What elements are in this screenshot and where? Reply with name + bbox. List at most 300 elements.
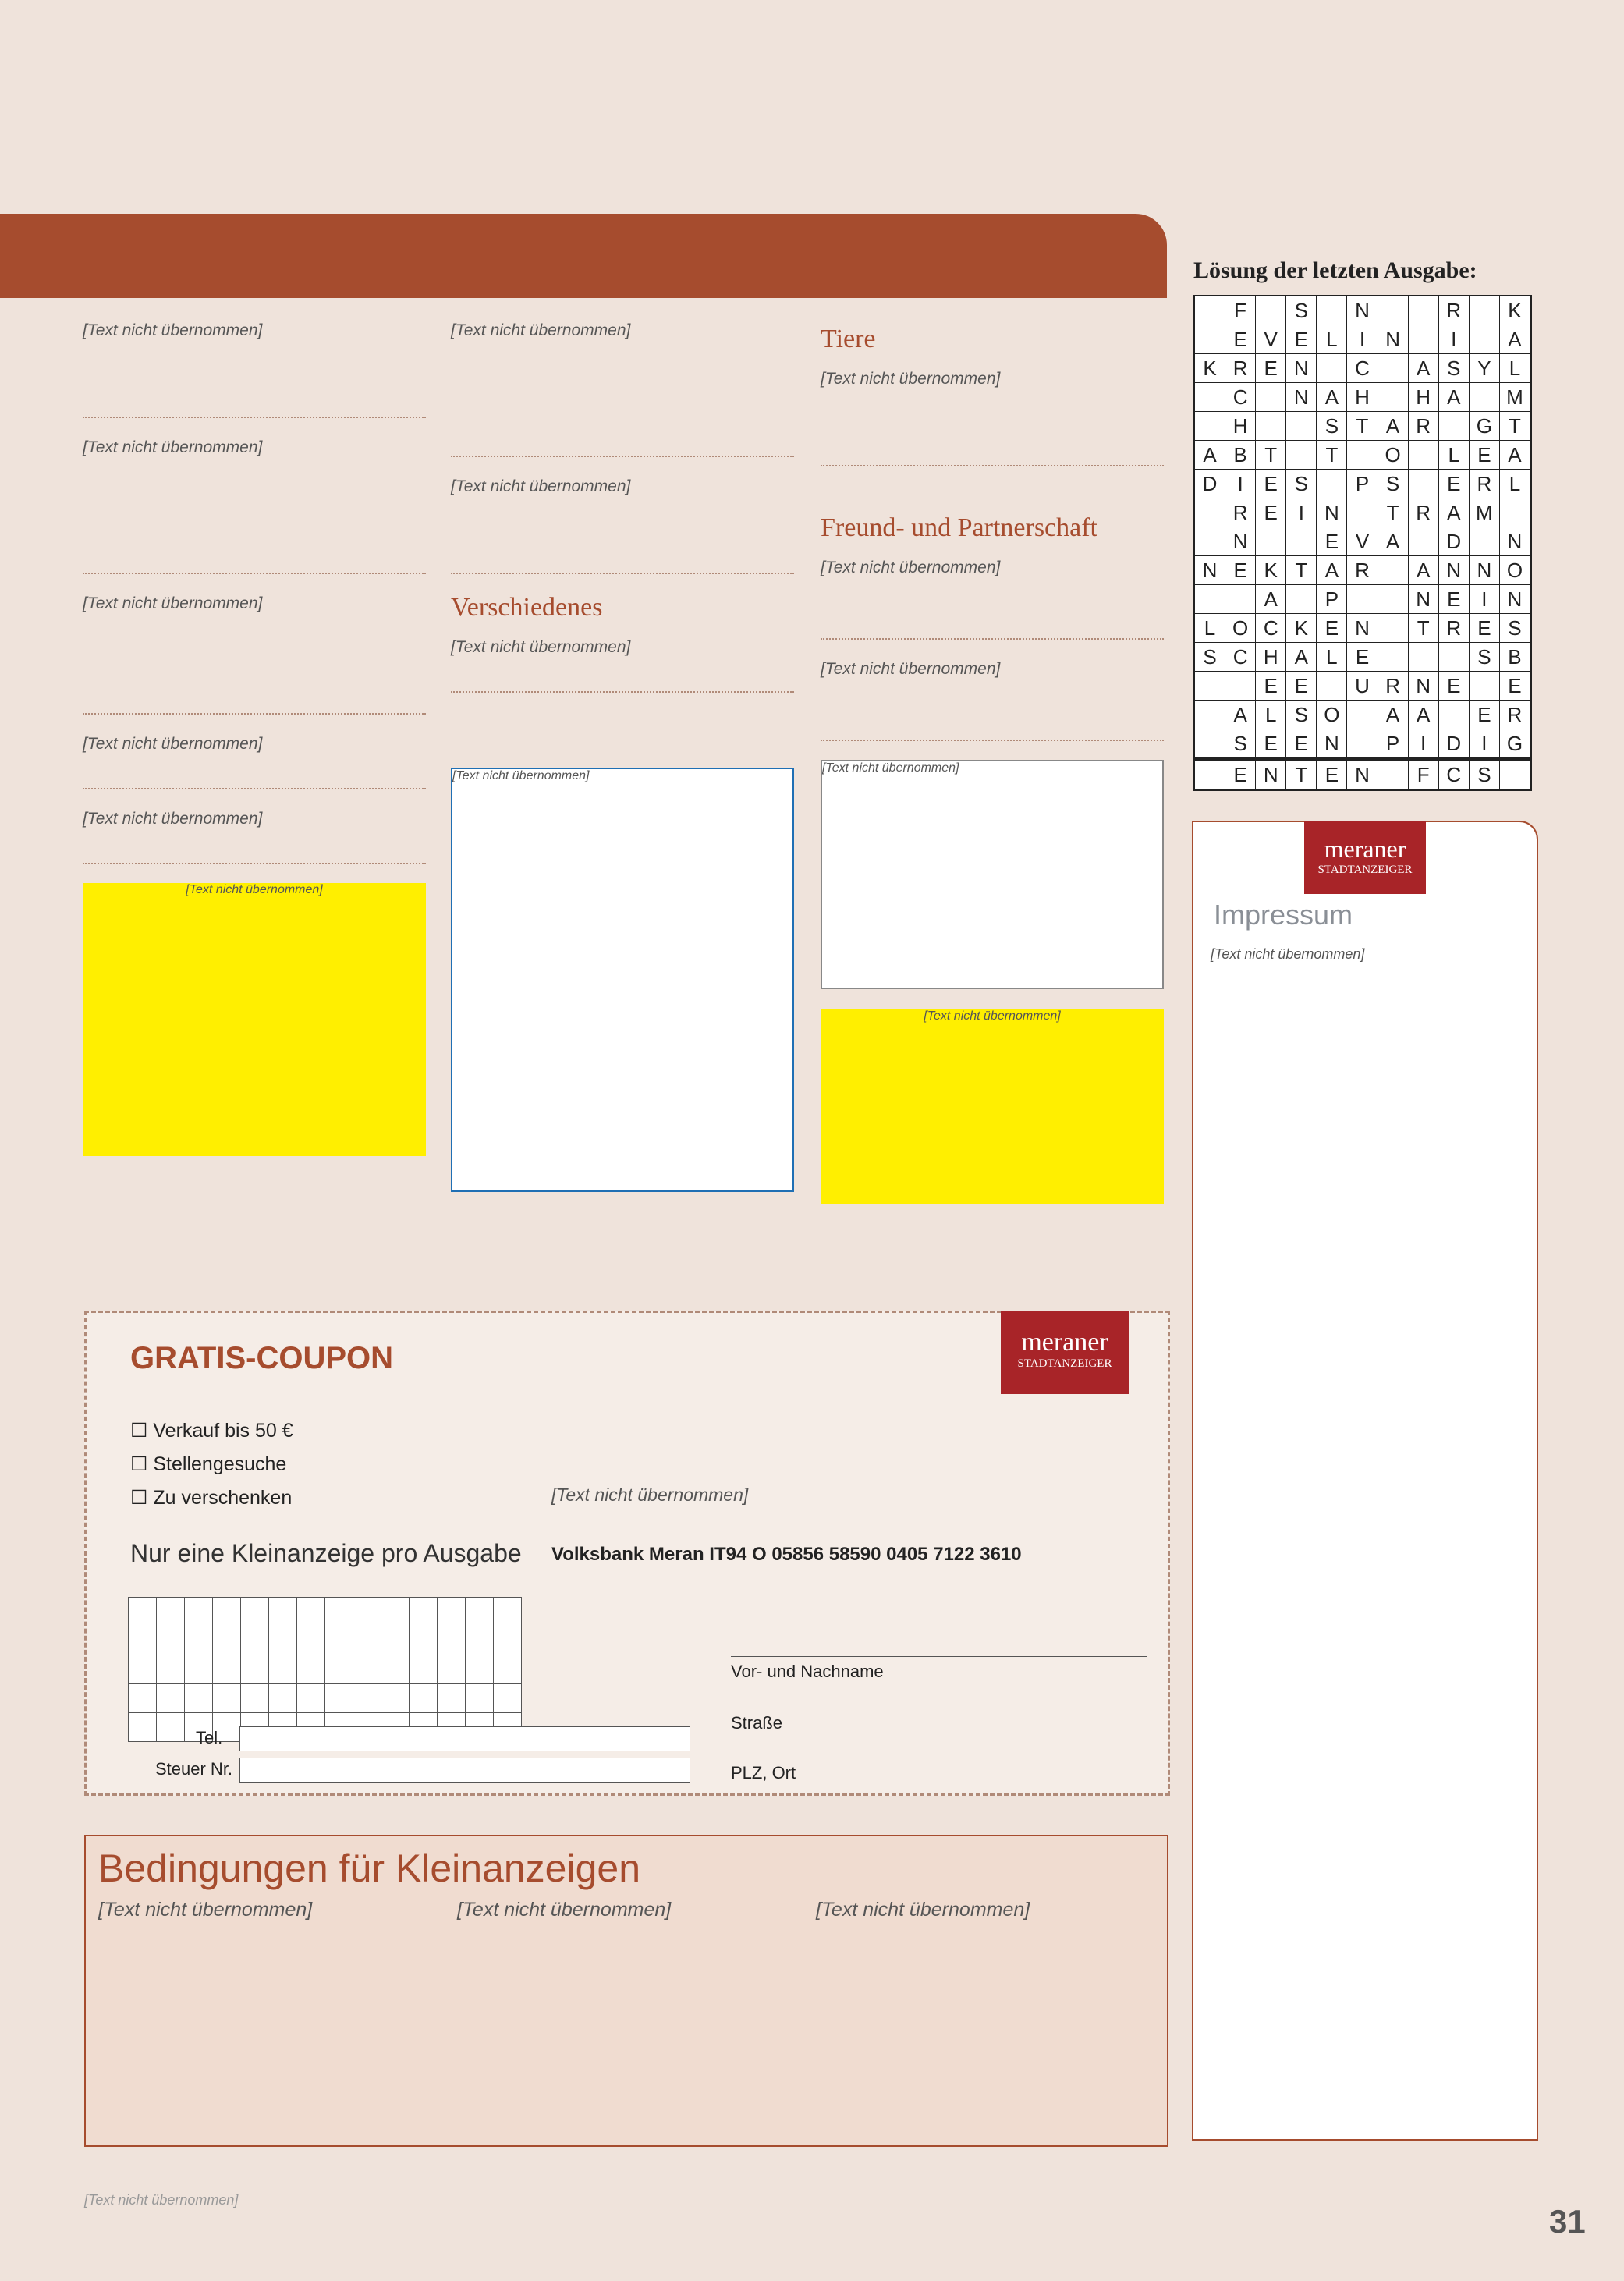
ad-box: [Text nicht übernommen] [821, 1009, 1164, 1204]
crossword-cell: S [1500, 614, 1530, 643]
coupon-cell[interactable] [296, 1683, 325, 1713]
coupon-cell[interactable] [268, 1655, 297, 1684]
ad-item: [Text nicht übernommen] [83, 437, 426, 574]
crossword-cell: E [1500, 672, 1530, 701]
crossword-cell: O [1317, 701, 1347, 729]
coupon-title: GRATIS-COUPON [130, 1341, 394, 1375]
crossword-cell [1347, 729, 1378, 761]
crossword-cell: N [1378, 325, 1409, 354]
crossword-cell: K [1500, 296, 1530, 325]
crossword-cell: R [1225, 498, 1256, 527]
coupon-cell[interactable] [212, 1683, 241, 1713]
crossword-cell [1225, 672, 1256, 701]
crossword-cell [1256, 383, 1286, 412]
crossword-cell [1195, 383, 1225, 412]
crossword-title: Lösung der letzten Ausgabe: [1193, 257, 1477, 283]
crossword-cell: A [1195, 441, 1225, 470]
crossword-cell [1409, 470, 1439, 498]
street-field[interactable]: Straße [731, 1708, 1147, 1733]
crossword-cell: N [1317, 729, 1347, 761]
crossword-cell: T [1409, 614, 1439, 643]
crossword-cell: I [1347, 325, 1378, 354]
crossword-cell [1347, 441, 1378, 470]
coupon-cell[interactable] [409, 1626, 438, 1655]
coupon-text-grid[interactable] [129, 1598, 522, 1742]
crossword-cell: A [1500, 441, 1530, 470]
crossword-cell: R [1378, 672, 1409, 701]
crossword-cell: N [1347, 614, 1378, 643]
coupon-cell[interactable] [240, 1683, 269, 1713]
coupon-cell[interactable] [409, 1655, 438, 1684]
crossword-cell [1195, 498, 1225, 527]
crossword-cell [1347, 498, 1378, 527]
coupon-cell[interactable] [128, 1597, 157, 1626]
crossword-cell: E [1439, 672, 1470, 701]
crossword-cell: I [1470, 585, 1500, 614]
crossword-cell: B [1500, 643, 1530, 672]
crossword-cell: A [1409, 354, 1439, 383]
coupon-cell[interactable] [156, 1655, 185, 1684]
crossword-cell: R [1470, 470, 1500, 498]
impressum-text: [Text nicht übernommen] [1211, 946, 1365, 962]
coupon-cell[interactable] [128, 1655, 157, 1684]
coupon-cell[interactable] [156, 1597, 185, 1626]
crossword-cell [1195, 761, 1225, 789]
coupon-cell[interactable] [184, 1597, 213, 1626]
crossword-cell [1195, 585, 1225, 614]
coupon-cell[interactable] [268, 1683, 297, 1713]
coupon-cell[interactable] [493, 1597, 522, 1626]
crossword-cell: B [1225, 441, 1256, 470]
crossword-cell: I [1470, 729, 1500, 761]
crossword-cell [1378, 383, 1409, 412]
crossword-cell: G [1500, 729, 1530, 761]
crossword-cell [1500, 498, 1530, 527]
crossword-cell: L [1500, 470, 1530, 498]
crossword-cell [1317, 354, 1347, 383]
coupon-cell[interactable] [128, 1712, 157, 1742]
crossword-cell: N [1500, 585, 1530, 614]
coupon-cell[interactable] [381, 1655, 410, 1684]
ad-box: [Text nicht übernommen] [821, 760, 1164, 989]
ads-column-1 [83, 320, 426, 1156]
crossword-cell [1195, 325, 1225, 354]
crossword-cell: N [1195, 556, 1225, 585]
crossword-cell: S [1225, 729, 1256, 761]
coupon-cell[interactable] [493, 1683, 522, 1713]
crossword-cell: I [1225, 470, 1256, 498]
crossword-cell: A [1286, 643, 1317, 672]
steuer-field[interactable] [239, 1758, 690, 1783]
crossword-cell: K [1256, 556, 1286, 585]
crossword-cell [1317, 672, 1347, 701]
city-field[interactable]: PLZ, Ort [731, 1758, 1147, 1783]
crossword-cell: D [1195, 470, 1225, 498]
crossword-cell: O [1378, 441, 1409, 470]
ad-item: [Text nicht übernommen] [821, 368, 1164, 466]
crossword-cell: N [1256, 761, 1286, 789]
coupon-cell[interactable] [240, 1597, 269, 1626]
crossword-cell: N [1347, 296, 1378, 325]
ads-column-3 [821, 320, 1164, 1204]
crossword-cell: F [1225, 296, 1256, 325]
conditions-box [84, 1835, 1168, 2147]
ad-item: [Text nicht übernommen] [83, 593, 426, 715]
crossword-cell: R [1439, 614, 1470, 643]
crossword-cell [1195, 412, 1225, 441]
ad-item: [Text nicht übernommen] [451, 637, 794, 693]
impressum-title: Impressum [1214, 899, 1353, 931]
crossword-cell [1286, 441, 1317, 470]
crossword-cell [1317, 296, 1347, 325]
crossword-cell [1409, 441, 1439, 470]
crossword-cell [1256, 296, 1286, 325]
crossword-cell: H [1256, 643, 1286, 672]
crossword-cell: A [1225, 701, 1256, 729]
ad-box: [Text nicht übernommen] [83, 883, 426, 1156]
crossword-cell [1256, 527, 1286, 556]
crossword-cell: E [1256, 498, 1286, 527]
crossword-cell [1409, 325, 1439, 354]
crossword-cell: L [1195, 614, 1225, 643]
crossword-cell: H [1225, 412, 1256, 441]
crossword-cell: N [1225, 527, 1256, 556]
meraner-logo: meraner STADTANZEIGER [1304, 821, 1426, 894]
ad-item: [Text nicht übernommen] [451, 476, 794, 574]
crossword-cell: T [1347, 412, 1378, 441]
crossword-cell: A [1378, 412, 1409, 441]
crossword-cell: T [1286, 556, 1317, 585]
crossword-cell: I [1439, 325, 1470, 354]
crossword-cell [1378, 761, 1409, 789]
crossword-grid [1193, 295, 1532, 791]
crossword-cell: A [1500, 325, 1530, 354]
crossword-cell [1225, 585, 1256, 614]
crossword-cell: O [1225, 614, 1256, 643]
crossword-cell: E [1317, 614, 1347, 643]
crossword-cell: M [1500, 383, 1530, 412]
coupon-checkboxes [130, 1414, 293, 1515]
impressum-box [1192, 821, 1538, 2141]
coupon-cell[interactable] [324, 1655, 353, 1684]
crossword-cell [1409, 296, 1439, 325]
section-title: Verschiedenes [451, 593, 603, 622]
crossword-cell [1470, 383, 1500, 412]
crossword-cell: T [1378, 498, 1409, 527]
coupon-cell[interactable] [465, 1626, 494, 1655]
crossword-cell: A [1317, 383, 1347, 412]
crossword-cell: R [1439, 296, 1470, 325]
crossword-cell: D [1439, 527, 1470, 556]
crossword-cell: T [1317, 441, 1347, 470]
tel-field[interactable] [239, 1726, 690, 1751]
coupon-cell[interactable] [381, 1597, 410, 1626]
crossword-cell: C [1225, 643, 1256, 672]
crossword-cell [1347, 701, 1378, 729]
crossword-cell [1286, 585, 1317, 614]
crossword-cell: K [1195, 354, 1225, 383]
ads-column-2 [451, 320, 794, 1192]
conditions-col-2: [Text nicht übernommen] [457, 1899, 672, 1921]
footer-info: [Text nicht übernommen] [84, 2192, 239, 2208]
bank-details: Volksbank Meran IT94 O 05856 58590 0405 7122 3610 [551, 1544, 1022, 1565]
crossword-cell: N [1500, 527, 1530, 556]
checkbox-stellengesuche[interactable]: ☐ Stellengesuche [130, 1453, 287, 1475]
crossword-cell [1286, 527, 1317, 556]
coupon-cell[interactable] [324, 1683, 353, 1713]
crossword-cell: N [1470, 556, 1500, 585]
crossword-cell: E [1317, 761, 1347, 789]
coupon-cell[interactable] [212, 1626, 241, 1655]
crossword-cell: T [1256, 441, 1286, 470]
crossword-cell: E [1347, 643, 1378, 672]
coupon-cell[interactable] [212, 1655, 241, 1684]
crossword-cell: P [1378, 729, 1409, 761]
coupon-cell[interactable] [296, 1626, 325, 1655]
ad-item: [Text nicht übernommen] [83, 808, 426, 864]
crossword-cell: Y [1470, 354, 1500, 383]
crossword-cell: V [1256, 325, 1286, 354]
crossword-cell: S [1470, 643, 1500, 672]
crossword-cell [1439, 701, 1470, 729]
crossword-cell: N [1439, 556, 1470, 585]
coupon-cell[interactable] [268, 1626, 297, 1655]
coupon-cell[interactable] [184, 1655, 213, 1684]
crossword-cell: P [1317, 585, 1347, 614]
crossword-cell: N [1409, 672, 1439, 701]
crossword-cell: E [1470, 701, 1500, 729]
crossword-cell: S [1317, 412, 1347, 441]
crossword-cell [1378, 585, 1409, 614]
crossword-cell [1286, 412, 1317, 441]
coupon-cell[interactable] [437, 1683, 466, 1713]
crossword-cell: C [1225, 383, 1256, 412]
coupon-cell[interactable] [128, 1683, 157, 1713]
crossword-cell [1378, 643, 1409, 672]
crossword-cell: S [1470, 761, 1500, 789]
crossword-cell [1378, 354, 1409, 383]
crossword-cell: P [1347, 470, 1378, 498]
conditions-col-1: [Text nicht übernommen] [98, 1899, 313, 1921]
coupon-cell[interactable] [156, 1712, 185, 1742]
coupon-cell[interactable] [409, 1597, 438, 1626]
conditions-title: Bedingungen für Kleinanzeigen [98, 1846, 640, 1890]
ad-box: [Text nicht übernommen] [451, 768, 794, 1192]
crossword-cell: E [1470, 614, 1500, 643]
crossword-cell: I [1286, 498, 1317, 527]
crossword-cell: D [1439, 729, 1470, 761]
coupon-cell[interactable] [353, 1683, 381, 1713]
section-title: Tiere [821, 325, 876, 353]
crossword-cell: T [1286, 761, 1317, 789]
crossword-cell: A [1409, 701, 1439, 729]
crossword-cell: E [1256, 729, 1286, 761]
crossword-cell: O [1500, 556, 1530, 585]
coupon-cell[interactable] [156, 1683, 185, 1713]
crossword-cell: N [1286, 383, 1317, 412]
tel-label: Tel. [196, 1728, 223, 1747]
crossword-cell: A [1317, 556, 1347, 585]
crossword-cell: E [1256, 354, 1286, 383]
crossword-cell: C [1347, 354, 1378, 383]
coupon-cell[interactable] [240, 1626, 269, 1655]
crossword-cell: H [1409, 383, 1439, 412]
crossword-solution [1193, 257, 1532, 791]
crossword-cell [1195, 672, 1225, 701]
coupon-cell[interactable] [437, 1655, 466, 1684]
meraner-logo: meraner STADTANZEIGER [1001, 1311, 1129, 1394]
crossword-cell: R [1409, 412, 1439, 441]
coupon-cell[interactable] [409, 1683, 438, 1713]
coupon-info: [Text nicht übernommen] [551, 1485, 749, 1505]
crossword-cell: E [1317, 527, 1347, 556]
crossword-cell: S [1439, 354, 1470, 383]
crossword-cell: S [1286, 701, 1317, 729]
crossword-cell: E [1286, 729, 1317, 761]
crossword-cell [1256, 412, 1286, 441]
crossword-cell [1378, 556, 1409, 585]
crossword-cell [1347, 585, 1378, 614]
name-field[interactable]: Vor- und Nachname [731, 1656, 1147, 1682]
crossword-cell [1409, 643, 1439, 672]
crossword-cell: E [1256, 672, 1286, 701]
coupon-cell[interactable] [437, 1626, 466, 1655]
crossword-cell: N [1286, 354, 1317, 383]
crossword-cell: A [1378, 527, 1409, 556]
crossword-cell: T [1500, 412, 1530, 441]
checkbox-verschenken[interactable]: ☐ Zu verschenken [130, 1487, 293, 1509]
ad-item: [Text nicht übernommen] [451, 320, 794, 457]
crossword-cell: V [1347, 527, 1378, 556]
crossword-cell: A [1378, 701, 1409, 729]
crossword-cell: N [1317, 498, 1347, 527]
crossword-cell: E [1439, 585, 1470, 614]
crossword-cell: L [1317, 643, 1347, 672]
crossword-cell: A [1409, 556, 1439, 585]
crossword-cell: C [1256, 614, 1286, 643]
crossword-cell [1439, 412, 1470, 441]
crossword-cell [1500, 761, 1530, 789]
ad-item: [Text nicht übernommen] [83, 320, 426, 418]
crossword-cell [1439, 643, 1470, 672]
crossword-cell [1470, 325, 1500, 354]
coupon-cell[interactable] [493, 1655, 522, 1684]
crossword-cell [1378, 614, 1409, 643]
crossword-cell: S [1286, 470, 1317, 498]
conditions-col-3: [Text nicht übernommen] [816, 1899, 1030, 1921]
section-title: Freund- und Partnerschaft [821, 513, 1098, 542]
crossword-cell [1470, 296, 1500, 325]
crossword-cell: S [1286, 296, 1317, 325]
crossword-cell: E [1439, 470, 1470, 498]
ad-item: [Text nicht übernommen] [821, 557, 1164, 640]
crossword-cell: E [1286, 325, 1317, 354]
crossword-cell: A [1439, 383, 1470, 412]
conditions-columns [86, 1896, 1167, 1924]
crossword-cell: L [1317, 325, 1347, 354]
crossword-cell: C [1439, 761, 1470, 789]
coupon-cell[interactable] [437, 1597, 466, 1626]
crossword-cell [1470, 527, 1500, 556]
crossword-cell [1409, 527, 1439, 556]
coupon-cell[interactable] [128, 1626, 157, 1655]
crossword-cell: E [1225, 556, 1256, 585]
coupon-cell[interactable] [381, 1683, 410, 1713]
crossword-cell: U [1347, 672, 1378, 701]
crossword-cell [1195, 729, 1225, 761]
crossword-cell: E [1225, 325, 1256, 354]
crossword-cell: R [1409, 498, 1439, 527]
coupon-subtitle: Nur eine Kleinanzeige pro Ausgabe [130, 1539, 522, 1567]
steuer-label: Steuer Nr. [155, 1759, 233, 1779]
crossword-cell: L [1500, 354, 1530, 383]
crossword-cell: R [1225, 354, 1256, 383]
crossword-cell: G [1470, 412, 1500, 441]
coupon-cell[interactable] [353, 1655, 381, 1684]
header-banner [0, 214, 1167, 298]
crossword-cell [1195, 701, 1225, 729]
ad-item: [Text nicht übernommen] [83, 733, 426, 789]
coupon-cell[interactable] [493, 1626, 522, 1655]
coupon-cell[interactable] [324, 1597, 353, 1626]
crossword-cell [1195, 527, 1225, 556]
coupon-cell[interactable] [268, 1597, 297, 1626]
crossword-cell: E [1225, 761, 1256, 789]
coupon-cell[interactable] [184, 1683, 213, 1713]
coupon-cell[interactable] [296, 1655, 325, 1684]
checkbox-verkauf[interactable]: ☐ Verkauf bis 50 € [130, 1420, 293, 1442]
crossword-cell [1317, 470, 1347, 498]
crossword-cell: A [1256, 585, 1286, 614]
crossword-cell: L [1439, 441, 1470, 470]
crossword-cell [1195, 296, 1225, 325]
crossword-cell: S [1195, 643, 1225, 672]
crossword-cell: K [1286, 614, 1317, 643]
crossword-cell: R [1500, 701, 1530, 729]
crossword-cell: H [1347, 383, 1378, 412]
coupon-cell[interactable] [296, 1597, 325, 1626]
coupon-cell[interactable] [353, 1597, 381, 1626]
crossword-cell: F [1409, 761, 1439, 789]
crossword-cell: R [1347, 556, 1378, 585]
crossword-cell: E [1256, 470, 1286, 498]
crossword-cell: L [1256, 701, 1286, 729]
coupon-cell[interactable] [381, 1626, 410, 1655]
crossword-cell [1378, 296, 1409, 325]
crossword-cell: N [1347, 761, 1378, 789]
coupon-cell[interactable] [465, 1683, 494, 1713]
coupon-cell[interactable] [240, 1655, 269, 1684]
crossword-cell: A [1439, 498, 1470, 527]
crossword-cell: N [1409, 585, 1439, 614]
coupon-cell[interactable] [156, 1626, 185, 1655]
coupon-cell[interactable] [184, 1626, 213, 1655]
crossword-cell: S [1378, 470, 1409, 498]
crossword-cell: E [1286, 672, 1317, 701]
crossword-cell: I [1409, 729, 1439, 761]
coupon-cell[interactable] [465, 1655, 494, 1684]
coupon-cell[interactable] [212, 1597, 241, 1626]
coupon-cell[interactable] [324, 1626, 353, 1655]
page-number: 31 [1549, 2203, 1586, 2240]
coupon-cell[interactable] [465, 1597, 494, 1626]
crossword-cell: M [1470, 498, 1500, 527]
gratis-coupon [84, 1311, 1170, 1796]
ad-item: [Text nicht übernommen] [821, 658, 1164, 741]
crossword-cell: E [1470, 441, 1500, 470]
crossword-cell [1470, 672, 1500, 701]
coupon-cell[interactable] [353, 1626, 381, 1655]
